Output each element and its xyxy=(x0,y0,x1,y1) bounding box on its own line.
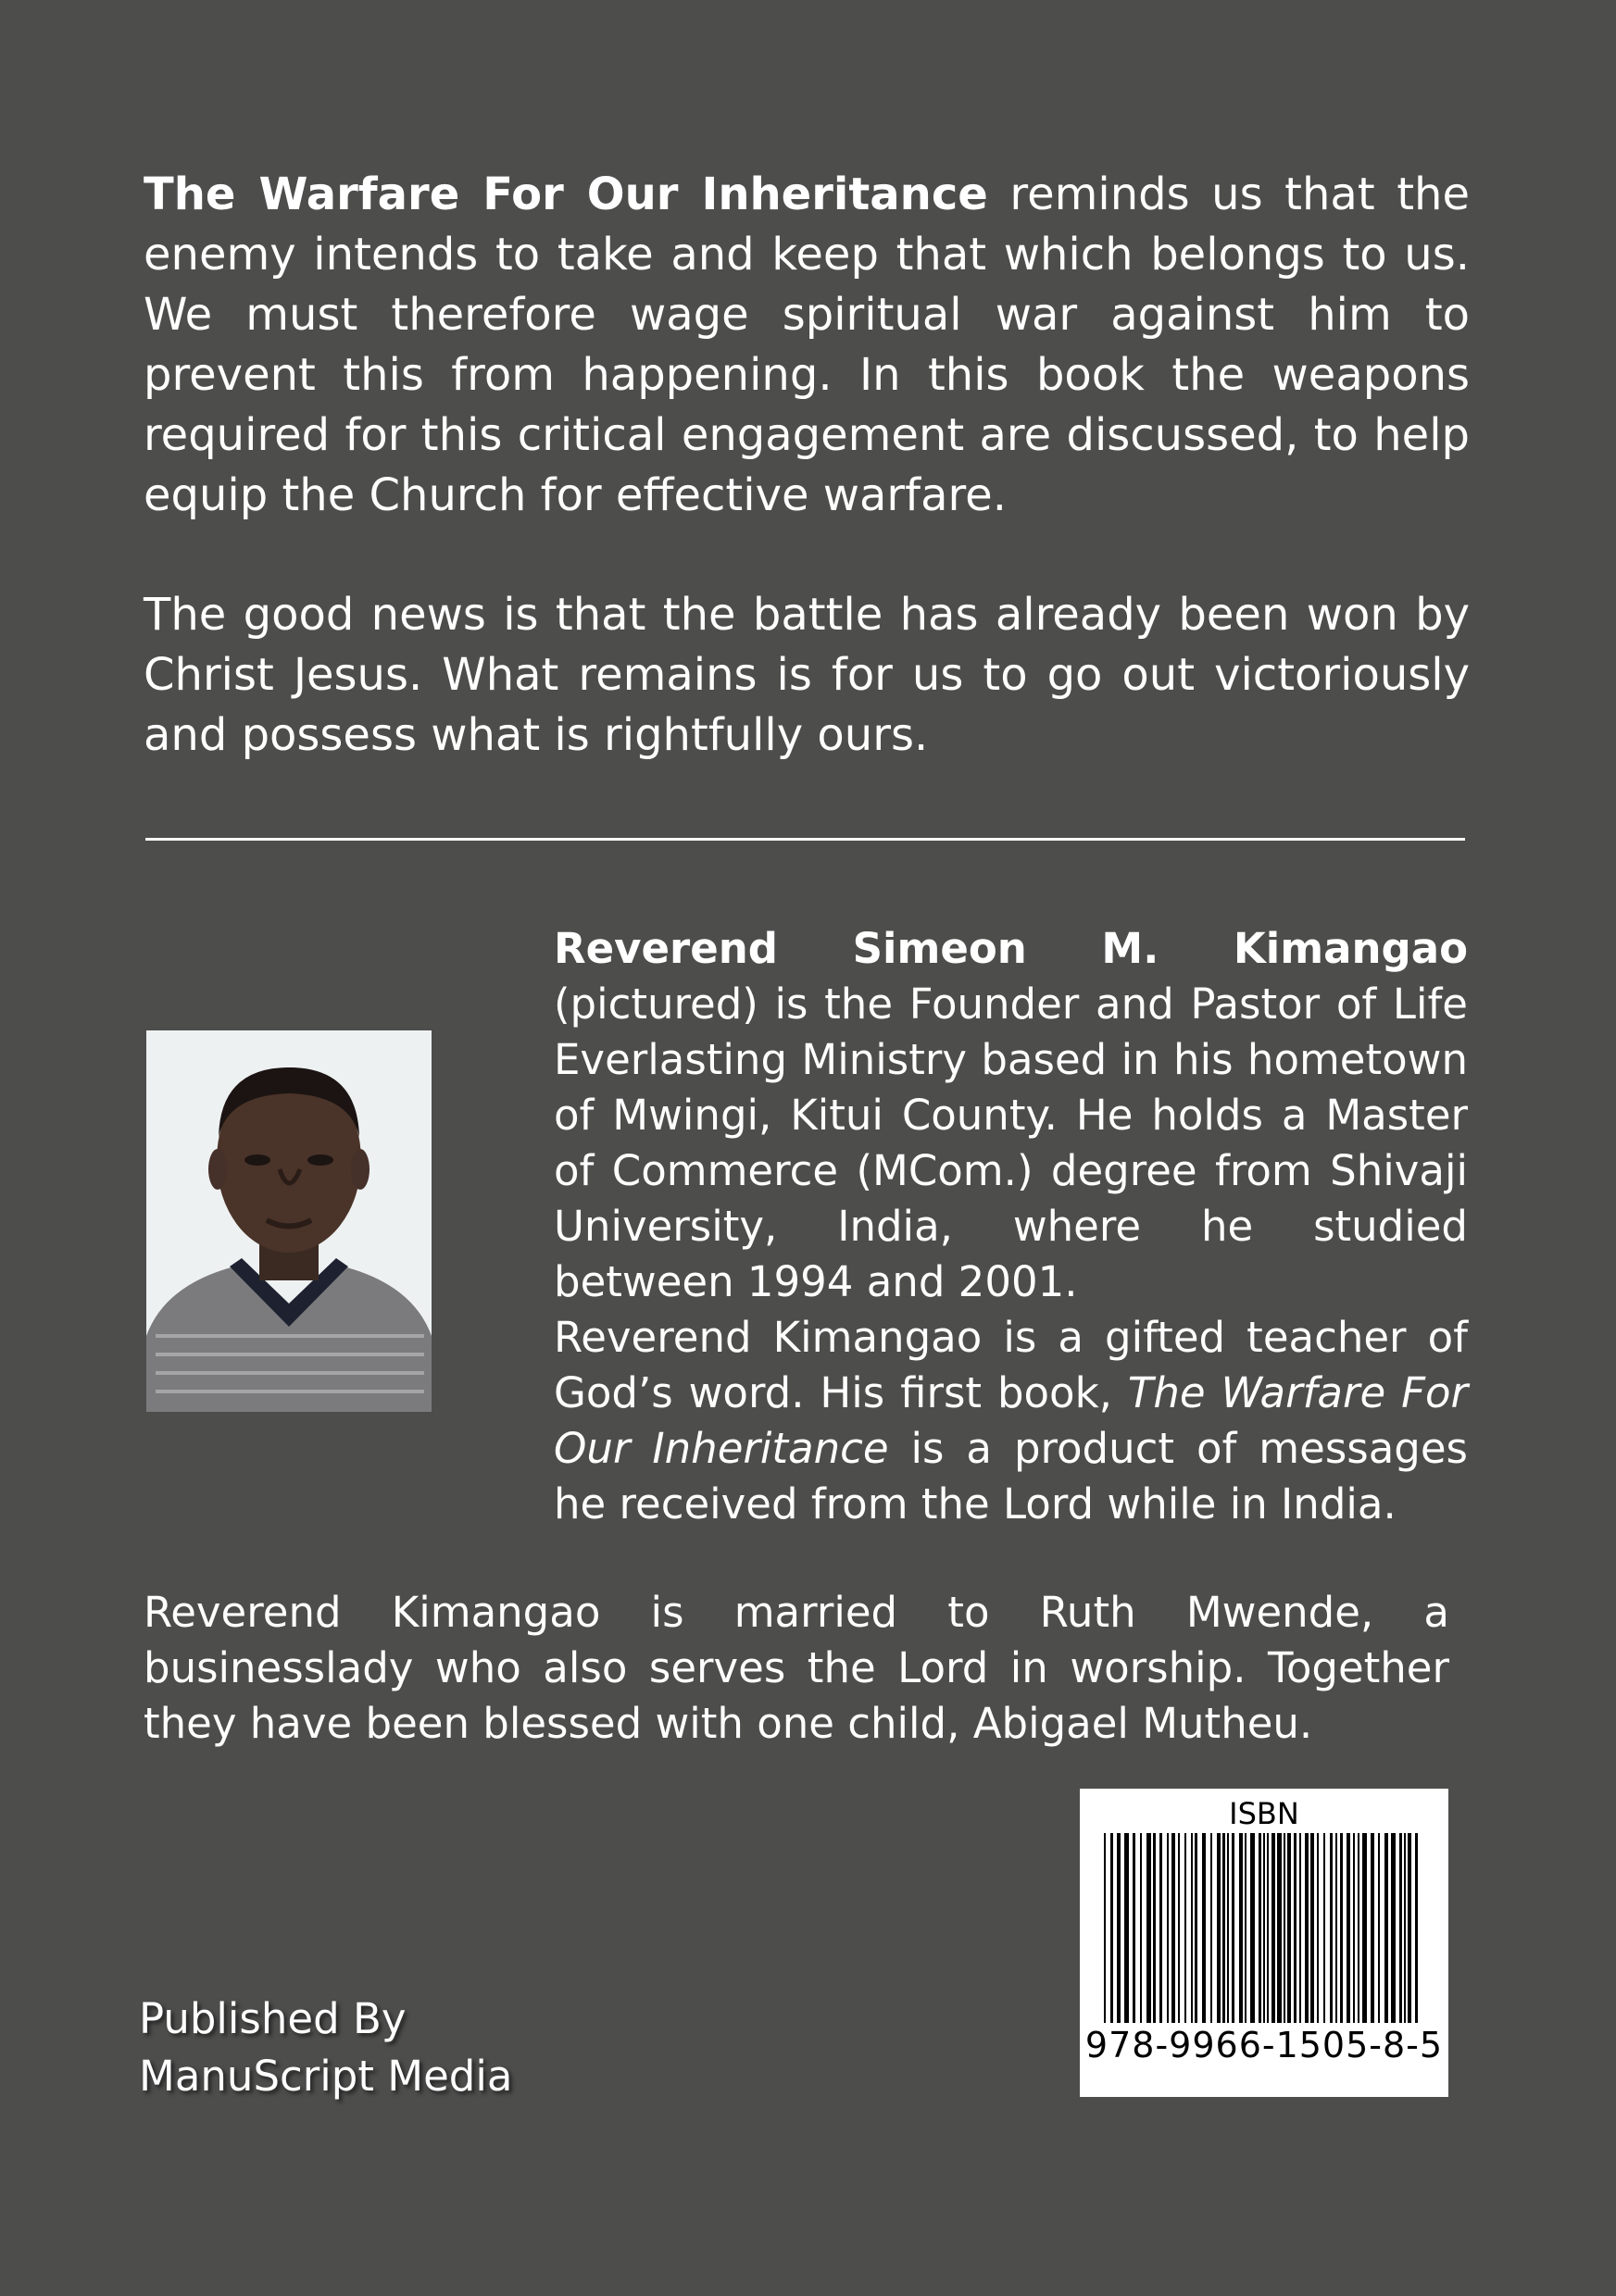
barcode-bar xyxy=(1299,1833,1301,2023)
barcode-bar xyxy=(1153,1833,1156,2023)
barcode-bar xyxy=(1117,1833,1121,2023)
barcode-bar xyxy=(1317,1833,1319,2023)
barcode-bar xyxy=(1267,1833,1269,2023)
barcode-bar xyxy=(1404,1833,1406,2023)
author-photo xyxy=(146,1030,432,1412)
barcode-bar xyxy=(1133,1833,1135,2023)
barcode-bar xyxy=(1335,1833,1337,2023)
barcode-bar xyxy=(1104,1833,1106,2023)
barcode-bar xyxy=(1415,1833,1418,2023)
author-bio-2-book-title: The Warfare For Our Inheritance xyxy=(554,1368,1468,1473)
barcode-bars xyxy=(1100,1833,1428,2023)
barcode-bar xyxy=(1347,1833,1350,2023)
barcode-bar xyxy=(1384,1833,1388,2023)
author-bio-paragraph-3: Reverend Kimangao is married to Ruth Mwende, a businesslady who also serves the Lord in worship. Together they have been blessed with one child, Abigael Mutheu. xyxy=(144,1588,1449,1748)
barcode-bar xyxy=(1232,1833,1234,2023)
barcode-bar xyxy=(1202,1833,1206,2023)
barcode-bar xyxy=(1284,1833,1285,2023)
author-bio-2-post: is a product of messages he received from the Lord while in India. xyxy=(554,1424,1468,1529)
author-bio-paragraph-1 xyxy=(554,921,1468,1310)
barcode-bar xyxy=(1378,1833,1380,2023)
barcode-bar xyxy=(1245,1833,1246,2023)
barcode-bar xyxy=(1227,1833,1229,2023)
book-title: The Warfare For Our Inheritance xyxy=(144,168,988,220)
barcode-bar xyxy=(1184,1833,1186,2023)
barcode-bar xyxy=(1217,1833,1221,2023)
barcode-bar xyxy=(1330,1833,1333,2023)
barcode-bar xyxy=(1140,1833,1142,2023)
barcode-bar xyxy=(1146,1833,1151,2023)
barcode-bar xyxy=(1277,1833,1282,2023)
publisher-name: ManuScript Media xyxy=(139,2052,513,2101)
barcode-bar xyxy=(1178,1833,1180,2023)
author-bio-1-text: (pictured) is the Founder and Pastor of Life Everlasting Ministry based in his hometown of Mwingi, Kitui County. He holds a Master of Commerce (MCom.) degree from Shivaji University, India, where he studied between 1994 and 2001. xyxy=(554,980,1468,1306)
barcode-bar xyxy=(1159,1833,1162,2023)
barcode-bar xyxy=(1362,1833,1367,2023)
author-name: Reverend Simeon M. Kimangao xyxy=(554,924,1468,973)
barcode-bar xyxy=(1259,1833,1261,2023)
barcode-bar xyxy=(1167,1833,1169,2023)
barcode-bar xyxy=(1210,1833,1212,2023)
blurb-paragraph-2: The good news is that the battle has already been won by Christ Jesus. What remains is for us to go out victoriously and possess what is rightfully ours. xyxy=(144,589,1470,761)
barcode xyxy=(1080,1789,1448,2097)
barcode-bar xyxy=(1250,1833,1255,2023)
barcode-bar xyxy=(1391,1833,1396,2023)
barcode-bar xyxy=(1323,1833,1325,2023)
barcode-bar xyxy=(1110,1833,1113,2023)
barcode-bar xyxy=(1263,1833,1265,2023)
barcode-bar xyxy=(1353,1833,1355,2023)
barcode-bar xyxy=(1287,1833,1291,2023)
barcode-bar xyxy=(1124,1833,1129,2023)
barcode-bar xyxy=(1371,1833,1374,2023)
barcode-bar xyxy=(1239,1833,1243,2023)
barcode-bar xyxy=(1171,1833,1175,2023)
isbn-number: 978-9966-1505-8-5 xyxy=(1084,2025,1444,2065)
blurb-paragraph-1 xyxy=(144,165,1470,526)
barcode-bar xyxy=(1358,1833,1359,2023)
barcode-bar xyxy=(1294,1833,1297,2023)
author-bio-paragraph-2 xyxy=(554,1310,1468,1532)
barcode-bar xyxy=(1305,1833,1309,2023)
barcode-bar xyxy=(1191,1833,1193,2023)
barcode-bar xyxy=(1195,1833,1197,2023)
publisher-credit xyxy=(139,1990,512,2105)
barcode-bar xyxy=(1222,1833,1225,2023)
barcode-bar xyxy=(1310,1833,1314,2023)
author-bio-2-pre: Reverend Kimangao is a gifted teacher of God’s word. His first book, xyxy=(554,1313,1468,1417)
publisher-label: Published By xyxy=(139,1994,407,2043)
barcode-bar xyxy=(1408,1833,1411,2023)
blurb-paragraph-1-text: reminds us that the enemy intends to take and keep that which belongs to us. We must therefore wage spiritual war against him to prevent this from happening. In this book the weapons required for this critical engagement are discussed, to help equip the Church for effective warfare. xyxy=(144,168,1470,521)
barcode-bar xyxy=(1272,1833,1275,2023)
barcode-bar xyxy=(1399,1833,1402,2023)
divider xyxy=(145,838,1465,841)
barcode-bar xyxy=(1340,1833,1343,2023)
isbn-label: ISBN xyxy=(1229,1796,1299,1831)
